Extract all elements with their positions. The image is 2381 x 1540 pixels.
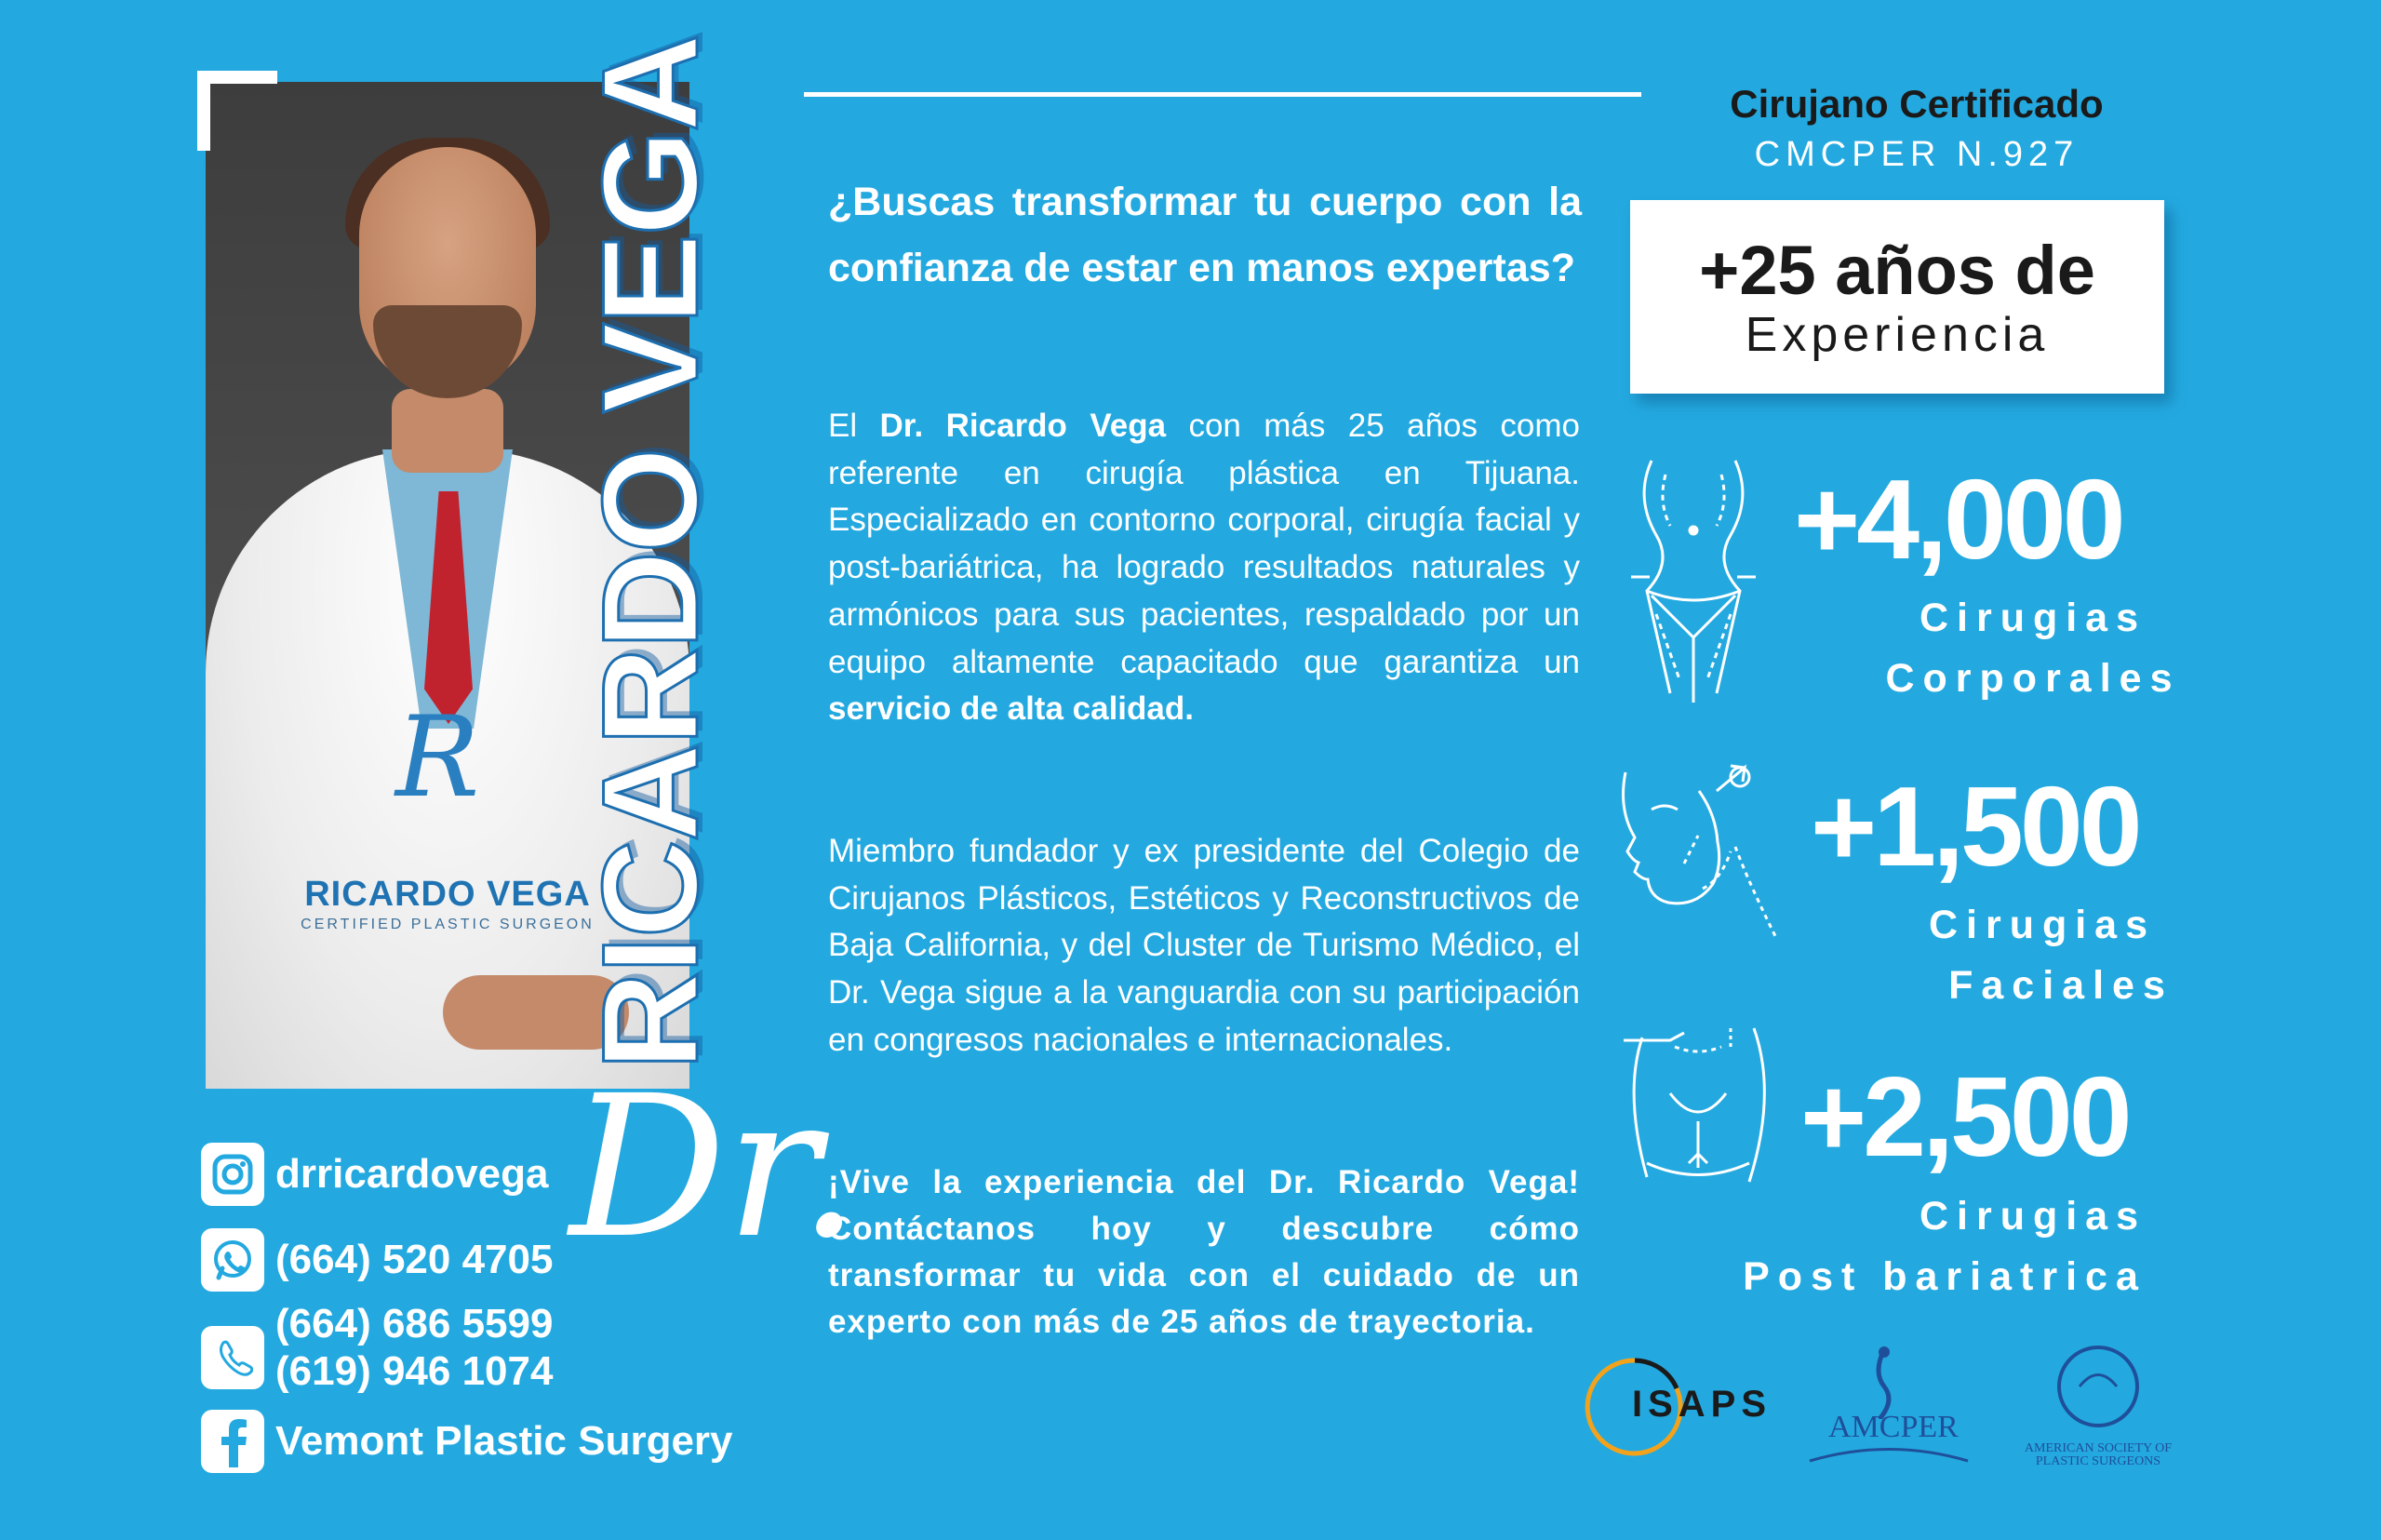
contact-instagram[interactable] [201,1143,548,1206]
contact-whatsapp[interactable] [201,1228,553,1292]
stat-bariatric-label-1: Cirugias [1919,1194,2147,1239]
instagram-icon [201,1143,264,1206]
stat-bariatric-label-2: Post bariatrica [1743,1254,2147,1299]
stat-bariatric-number: +2,500 [1800,1053,2129,1180]
top-divider [804,92,1641,97]
phone-icon [201,1326,264,1389]
face-lift-icon [1614,763,1791,949]
phone-number-2[interactable]: (619) 946 1074 [275,1347,554,1394]
facebook-page[interactable]: Vemont Plastic Surgery [275,1417,733,1464]
stat-body-label-1: Cirugias [1919,596,2147,640]
vertical-dr-title: Dr. [569,1053,861,1281]
abdomen-icon [1624,1024,1772,1186]
intro-paragraph [828,403,1580,733]
contact-phone[interactable] [201,1301,553,1395]
amcper-swoosh-icon [1805,1442,1973,1470]
quality-highlight: servicio de alta calidad. [828,690,1194,728]
asps-logo [2010,1340,2187,1470]
asps-text: AMERICAN SOCIETY OF PLASTIC SURGEONS [2024,1441,2173,1468]
watermark-name: RICARDO VEGA [304,875,591,914]
experience-years: +25 años de [1699,232,2095,309]
headline: ¿Buscas transformar tu cuerpo con la confianza de estar en manos expertas? [828,180,1582,290]
member-paragraph: Miembro fundador y ex presidente del Colegio de Cirujanos Plásticos, Estéticos y Reconstructivos de Baja California, y del Cluster de Turismo Médico, el Dr. Vega sigue a la vanguardia con su participación en congresos nacionales e internacionales. [828,833,1580,1058]
stat-face-number: +1,500 [1811,763,2139,890]
amcper-logo [1796,1345,1982,1466]
asps-circle-icon [2052,1340,2145,1433]
corner-bracket [197,71,277,151]
amcper-figure-icon [1856,1345,1912,1419]
watermark-subtitle: CERTIFIED PLASTIC SURGEON [301,917,595,932]
call-to-action: ¡Vive la experiencia del Dr. Ricardo Vega! Contáctanos hoy y descubre cómo transformar tu vida con el cuidado de un experto con más de 25 años de trayectoria. [828,1164,1580,1340]
experience-label: Experiencia [1745,308,2050,362]
isaps-logo [1584,1351,1779,1463]
whatsapp-number[interactable]: (664) 520 4705 [275,1236,554,1282]
instagram-handle[interactable]: drricardovega [275,1150,549,1197]
stat-face-label-1: Cirugias [1928,903,2157,947]
stat-face-label-2: Faciales [1948,963,2174,1008]
intro-prefix: El [828,408,880,444]
vertical-name: RICARDO VEGA [574,35,726,1070]
whatsapp-icon [201,1228,264,1292]
stat-body-number: +4,000 [1794,456,2122,583]
monogram-logo: R [395,693,480,823]
neck [392,389,503,473]
isaps-text: ISAPS [1632,1384,1772,1425]
certification-number: CMCPER N.927 [1754,135,2080,174]
certification-title: Cirujano Certificado [1730,82,2104,126]
intro-body: con más 25 años como referente en cirugía plástica en Tijuana. Especializado en contorno corporal, cirugía facial y post-bariátrica, ha logrado resultados naturales y armónicos para sus pacientes, respaldado por un equipo altamente capacitado que garantiza un [828,408,1580,680]
phone-number-1[interactable]: (664) 686 5599 [275,1301,554,1346]
body-contour-icon [1624,456,1763,707]
contact-facebook[interactable] [201,1410,733,1473]
stat-body-label-2: Corporales [1885,656,2181,701]
amcper-text: AMCPER [1828,1410,1959,1444]
beard [373,305,522,398]
doctor-name-bold: Dr. Ricardo Vega [879,408,1167,444]
facebook-icon [201,1410,264,1473]
